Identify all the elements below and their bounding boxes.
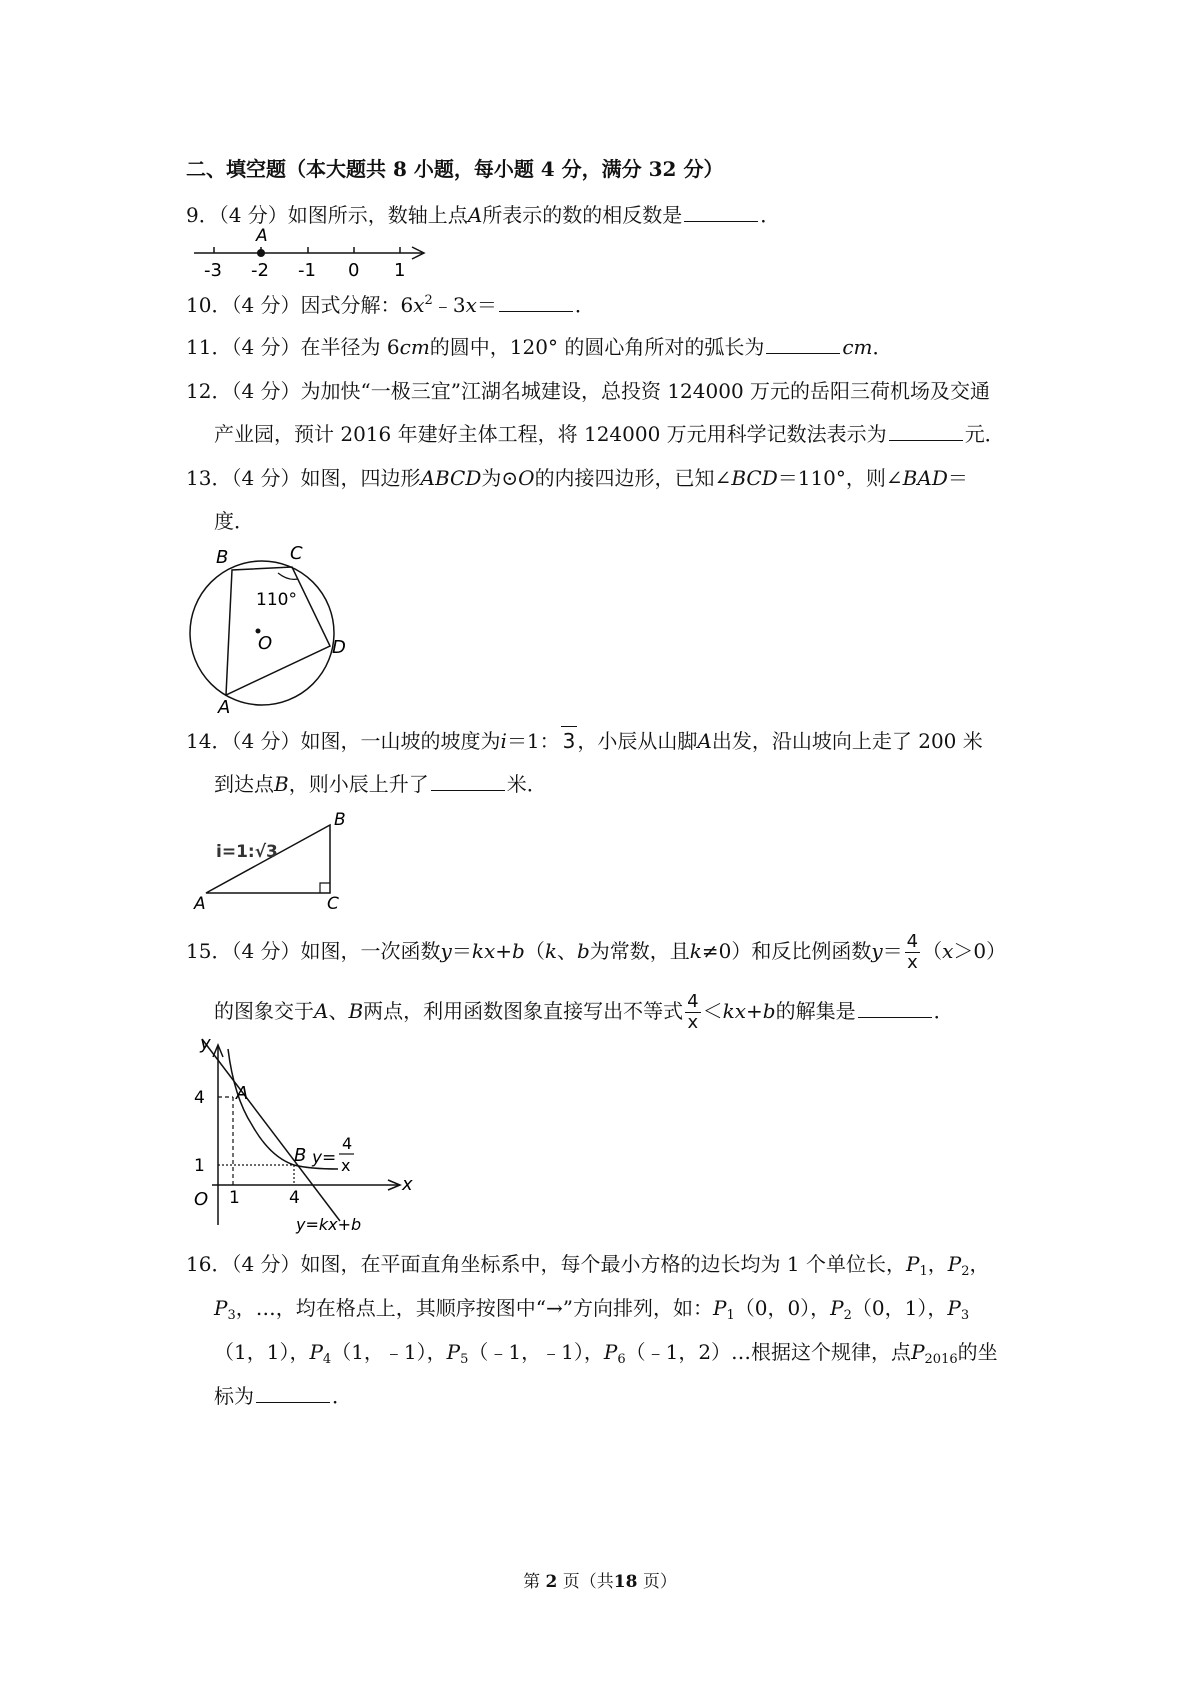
- vertex-a-label: A: [218, 697, 231, 718]
- circle-quadrilateral-figure: [190, 545, 360, 720]
- slope-triangle-figure: [190, 805, 360, 915]
- point-a-dot: [257, 249, 265, 257]
- point-a-label: A: [236, 1083, 249, 1104]
- answer-blank[interactable]: [766, 335, 840, 354]
- question-16-line2: $P_3$，…，均在格点上，其顺序按图中“→”方向排列，如：$P_1(0$，0），$P_2(0$，1），$P_3$: [214, 1296, 970, 1323]
- answer-blank[interactable]: [431, 772, 505, 791]
- line-label: y=kx+b: [296, 1215, 362, 1234]
- question-16-line1: 16．（4 分）如图，在平面直角坐标系中，每个最小方格的边长均为 1 个单位长，$P_1$，$P_2$，: [186, 1252, 990, 1279]
- y-tick-label: 4: [194, 1088, 205, 1108]
- slope-label: i=1:√3: [216, 842, 278, 862]
- y-tick-label: 1: [194, 1156, 205, 1176]
- center-o-label: O: [258, 633, 273, 654]
- linear-function-line: [202, 1039, 340, 1221]
- origin-label: O: [194, 1189, 209, 1210]
- fraction-4-over-x: $\frac{4}{x}$: [687, 991, 699, 1033]
- answer-blank[interactable]: [684, 203, 758, 222]
- question-13-line2: 度．: [214, 509, 254, 533]
- tick-label: 1: [394, 260, 406, 281]
- point-a-label: A: [256, 226, 268, 246]
- answer-blank[interactable]: [499, 293, 573, 312]
- vertex-c-label: C: [290, 543, 303, 564]
- question-12-line2: 产业园，预计 2016 年建好主体工程，将 124000 万元用科学记数法表示为 元．: [214, 422, 1005, 446]
- question-11: 11．（4 分）在半径为 6cm的圆中，120° 的圆心角所对的弧长为 cm．: [186, 335, 893, 359]
- question-10: 10．（4 分）因式分解：$6x^2﹣3x=$ ．: [186, 293, 595, 317]
- vertex-a-label: A: [194, 894, 206, 914]
- vertex-b-label: B: [216, 547, 229, 568]
- answer-blank[interactable]: [858, 999, 932, 1018]
- fraction-4-over-x: $\frac{4}{x}$: [906, 931, 919, 973]
- point-b-label: B: [294, 1145, 307, 1166]
- page-number: 2: [545, 1572, 558, 1592]
- curve-label-numerator: 4: [342, 1134, 353, 1153]
- tick-label: 0: [348, 260, 360, 281]
- curve-label: y=: [312, 1148, 337, 1168]
- vertex-c-label: C: [327, 894, 339, 914]
- section-title: 二、填空题（本大题共 8 小题，每小题 4 分，满分 32 分）: [186, 157, 724, 181]
- question-13: 13．（4 分）如图，四边形ABCD为⊙O的内接四边形，已知∠BCD＝110°，则∠BAD＝: [186, 466, 968, 490]
- question-15-line2: 的图象交于A、B两点，利用函数图象直接写出不等式 $\frac{4}{x}$ ＜kx+b的解集是 ．: [214, 991, 954, 1033]
- sqrt-three: 3: [561, 726, 578, 755]
- tick-label: -2: [251, 260, 269, 281]
- x-tick-label: 4: [289, 1188, 300, 1208]
- page-footer: 第 2 页（共18 页）: [523, 1572, 677, 1592]
- question-16-line3: （1，1），$P_4(1$，﹣1），$P_5(﹣1$，﹣1），$P_6(﹣1$，2）…根据这个规律，点$P_{2016}$的坐: [214, 1340, 998, 1367]
- x-tick-label: 1: [229, 1188, 240, 1208]
- question-12-line1: 12．（4 分）为加快“一极三宜”江湖名城建设，总投资 124000 万元的岳阳三荷机场及交通: [186, 379, 991, 403]
- question-14-line2: 到达点B，则小辰上升了 米．: [214, 772, 547, 796]
- question-15: 15．（4 分）如图，一次函数y＝kx+b（k、b为常数，且k≠0）和反比例函数y＝ $\frac{4}{x}$ （x＞0）: [186, 931, 1007, 973]
- answer-blank[interactable]: [889, 422, 963, 441]
- answer-blank[interactable]: [256, 1384, 330, 1403]
- function-graph-figure: [190, 1035, 430, 1235]
- tick-label: -1: [298, 260, 316, 281]
- total-pages: 18: [613, 1572, 638, 1592]
- vertex-b-label: B: [334, 810, 346, 830]
- y-axis-label: y: [200, 1033, 211, 1054]
- vertex-d-label: D: [332, 637, 346, 658]
- x-axis-label: x: [402, 1174, 413, 1195]
- number-line-figure: [190, 225, 430, 285]
- tick-label: -3: [204, 260, 222, 281]
- question-16-line4: 标为 ．: [214, 1384, 352, 1408]
- question-9: 9．（4 分）如图所示，数轴上点A所表示的数的相反数是 ．: [186, 203, 781, 227]
- angle-label: 110°: [256, 590, 297, 610]
- question-14: 14．（4 分）如图，一山坡的坡度为i＝1： 3 ，小辰从山脚A出发，沿山坡向上走了 200 米: [186, 726, 983, 755]
- curve-label-denominator: x: [341, 1156, 351, 1175]
